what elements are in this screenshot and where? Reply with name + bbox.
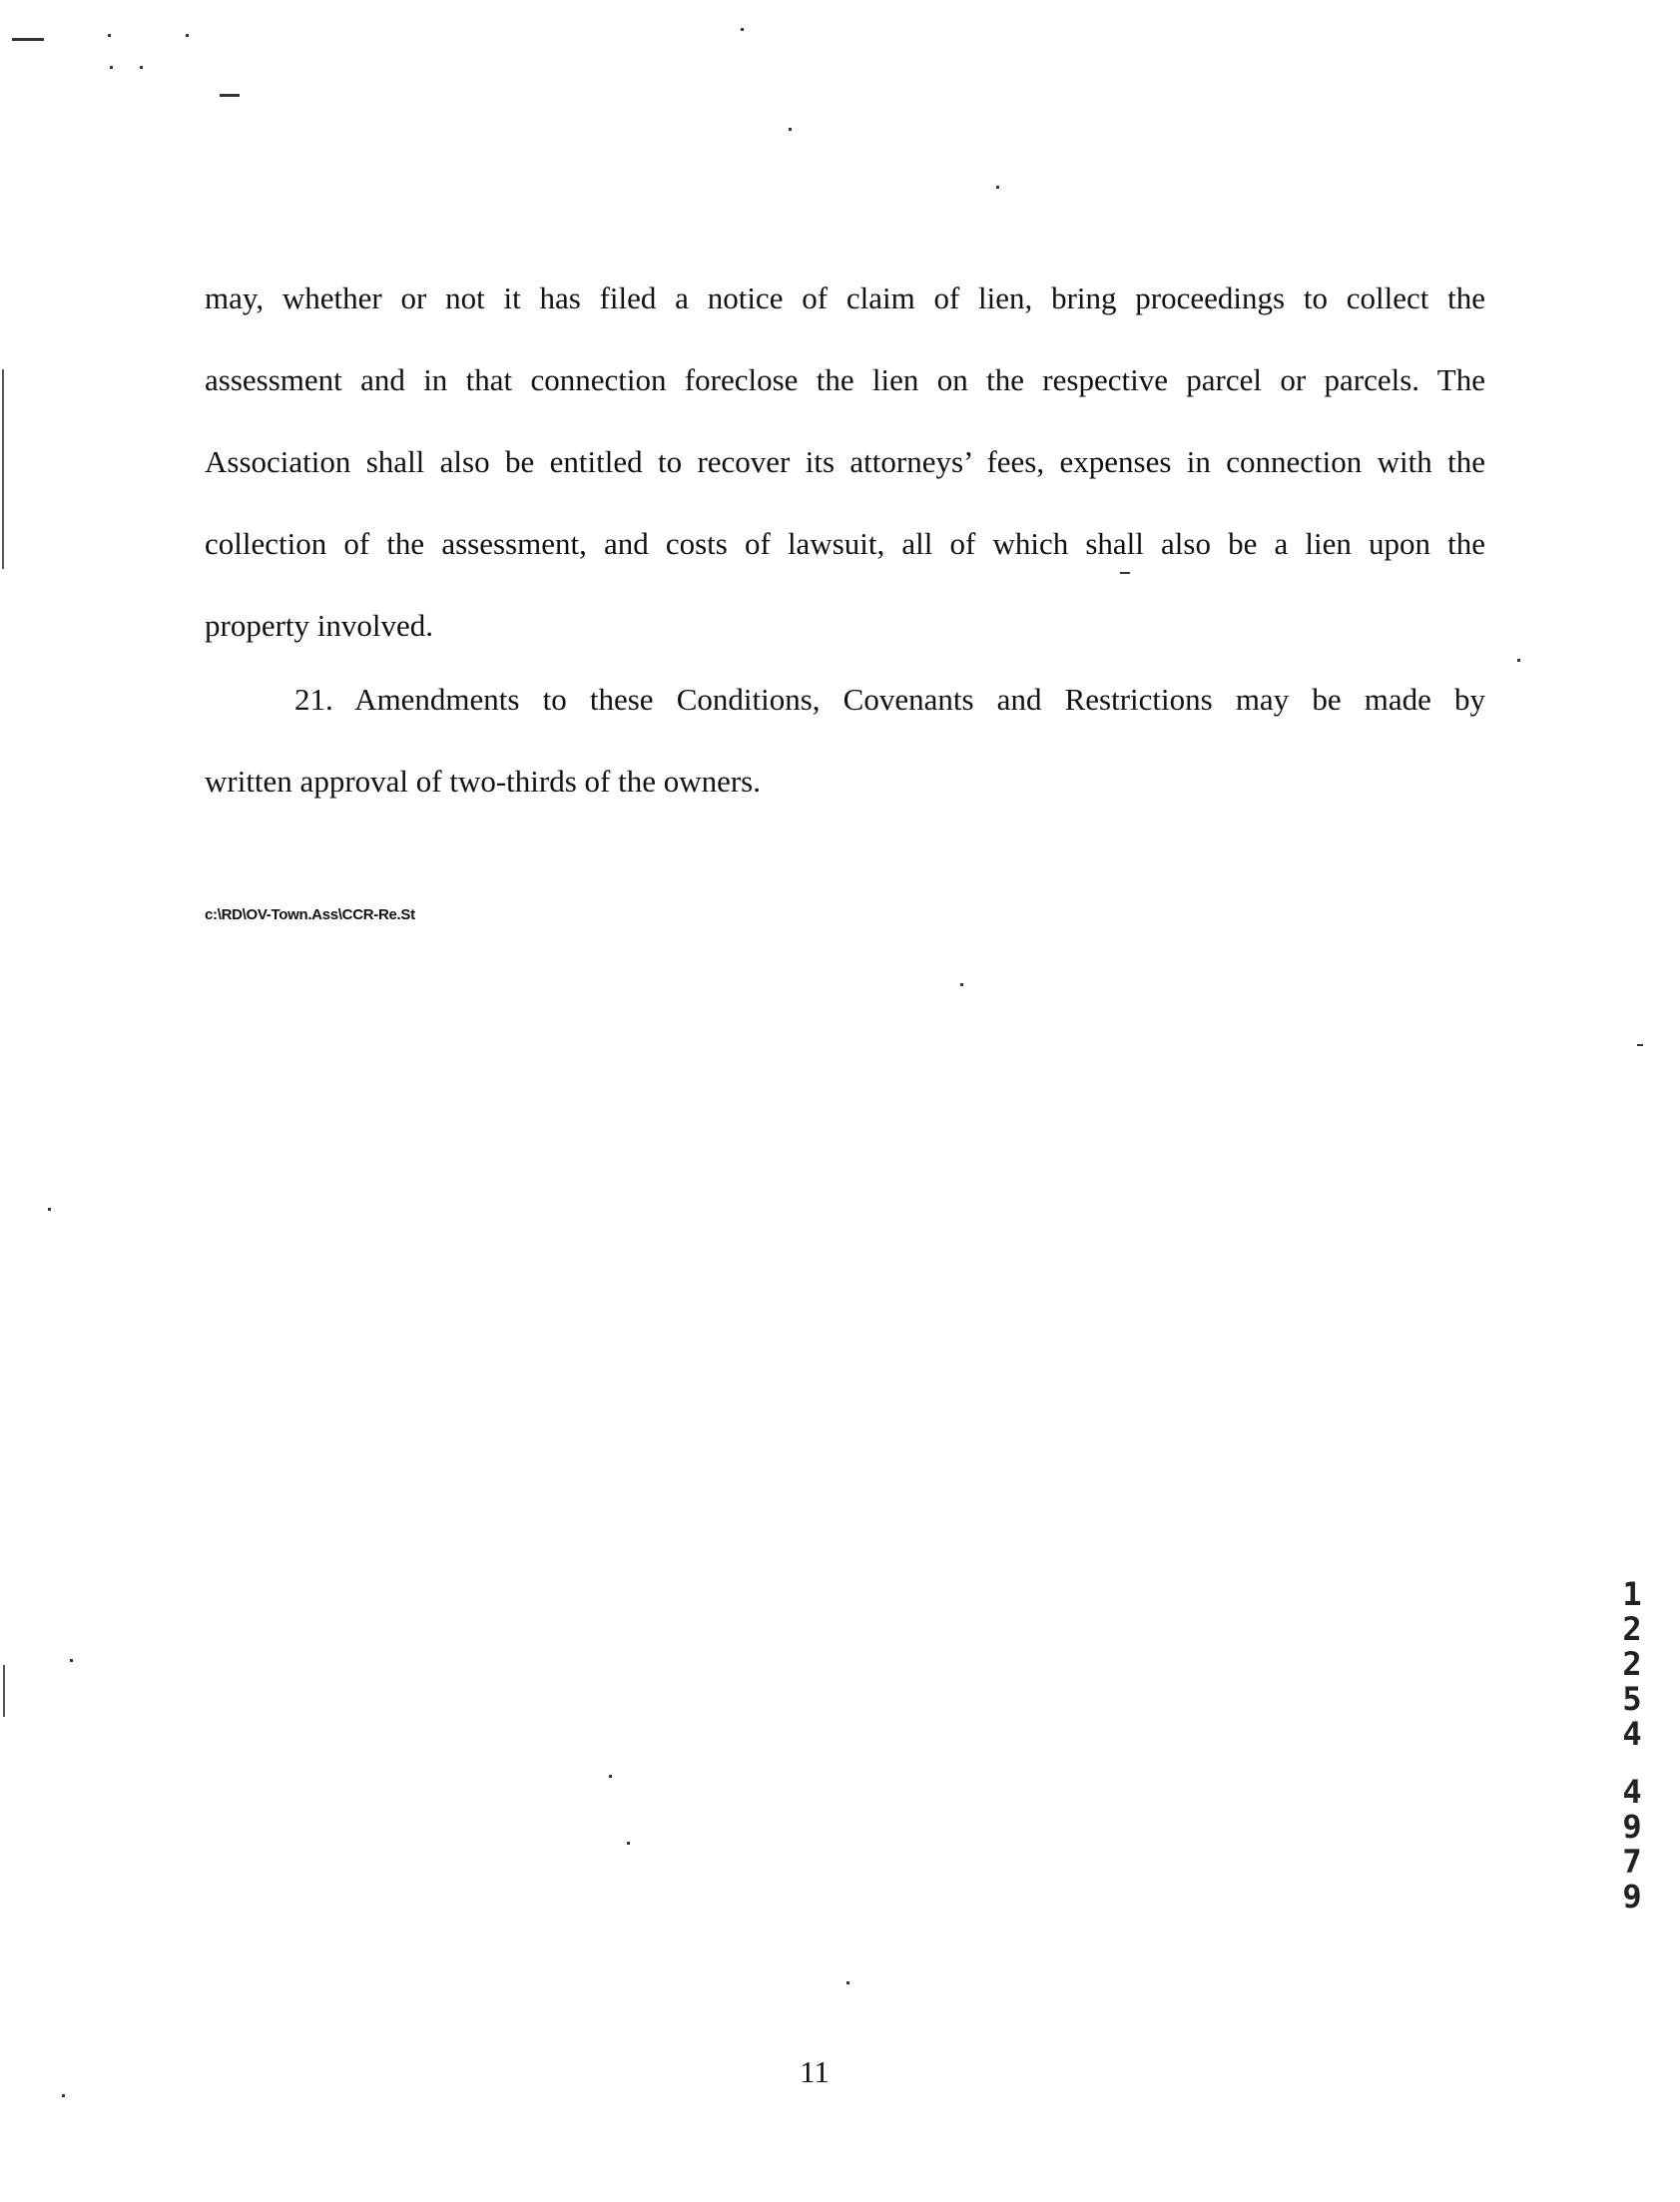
text-line: property involved. xyxy=(205,608,434,643)
stamp-digit: 1 xyxy=(1622,1575,1642,1613)
stamp-digit: 2 xyxy=(1622,1610,1642,1648)
scan-speck xyxy=(741,28,744,31)
scan-speck xyxy=(627,1842,630,1845)
file-path-label: c:\RD\OV-Town.Ass\CCR-Re.St xyxy=(205,906,415,923)
scan-speck xyxy=(1637,1044,1643,1046)
scan-speck xyxy=(846,1981,849,1984)
stamp-digit: 9 xyxy=(1622,1878,1642,1916)
scan-speck xyxy=(996,186,999,189)
scan-speck xyxy=(70,1659,73,1662)
scan-speck xyxy=(12,38,44,41)
scan-speck xyxy=(609,1775,612,1778)
stamp-digit: 4 xyxy=(1622,1715,1642,1753)
scan-speck xyxy=(140,66,143,69)
scan-speck xyxy=(110,66,113,69)
scan-edge-line xyxy=(3,1665,5,1717)
text-line: Association shall also be entitled to recover its attorneys’ fees, expenses in connection with the xyxy=(205,444,1485,479)
scan-speck xyxy=(186,34,189,37)
scan-speck xyxy=(108,34,111,37)
scan-speck xyxy=(789,128,792,131)
recording-number-stamp-bottom xyxy=(1617,1775,1647,1915)
stamp-digit: 5 xyxy=(1622,1680,1642,1718)
text-line: written approval of two-thirds of the owners. xyxy=(205,764,762,799)
stamp-digit: 7 xyxy=(1622,1843,1642,1881)
recording-number-stamp-top xyxy=(1617,1577,1647,1752)
text-line: collection of the assessment, and costs of lawsuit, all of which shall also be a lien upon the xyxy=(205,526,1485,561)
text-line: assessment and in that connection foreclose the lien on the respective parcel or parcels. The xyxy=(205,362,1485,397)
scan-speck xyxy=(48,1208,51,1211)
stamp-digit: 2 xyxy=(1622,1645,1642,1683)
scan-speck xyxy=(960,983,963,986)
stamp-digit: 9 xyxy=(1622,1808,1642,1846)
page-number: 11 xyxy=(800,2054,830,2089)
text-line: 21. Amendments to these Conditions, Covenants and Restrictions may be made by xyxy=(294,682,1485,717)
stamp-digit: 4 xyxy=(1622,1773,1642,1811)
scan-speck xyxy=(220,94,240,97)
paragraph-amendments xyxy=(205,659,1485,823)
scan-speck xyxy=(62,2094,65,2097)
text-line: may, whether or not it has filed a notice of claim of lien, bring proceedings to collect the xyxy=(205,280,1485,315)
scan-speck xyxy=(1517,659,1520,662)
paragraph-lien-proceedings xyxy=(205,258,1485,667)
scan-edge-line xyxy=(2,369,4,569)
